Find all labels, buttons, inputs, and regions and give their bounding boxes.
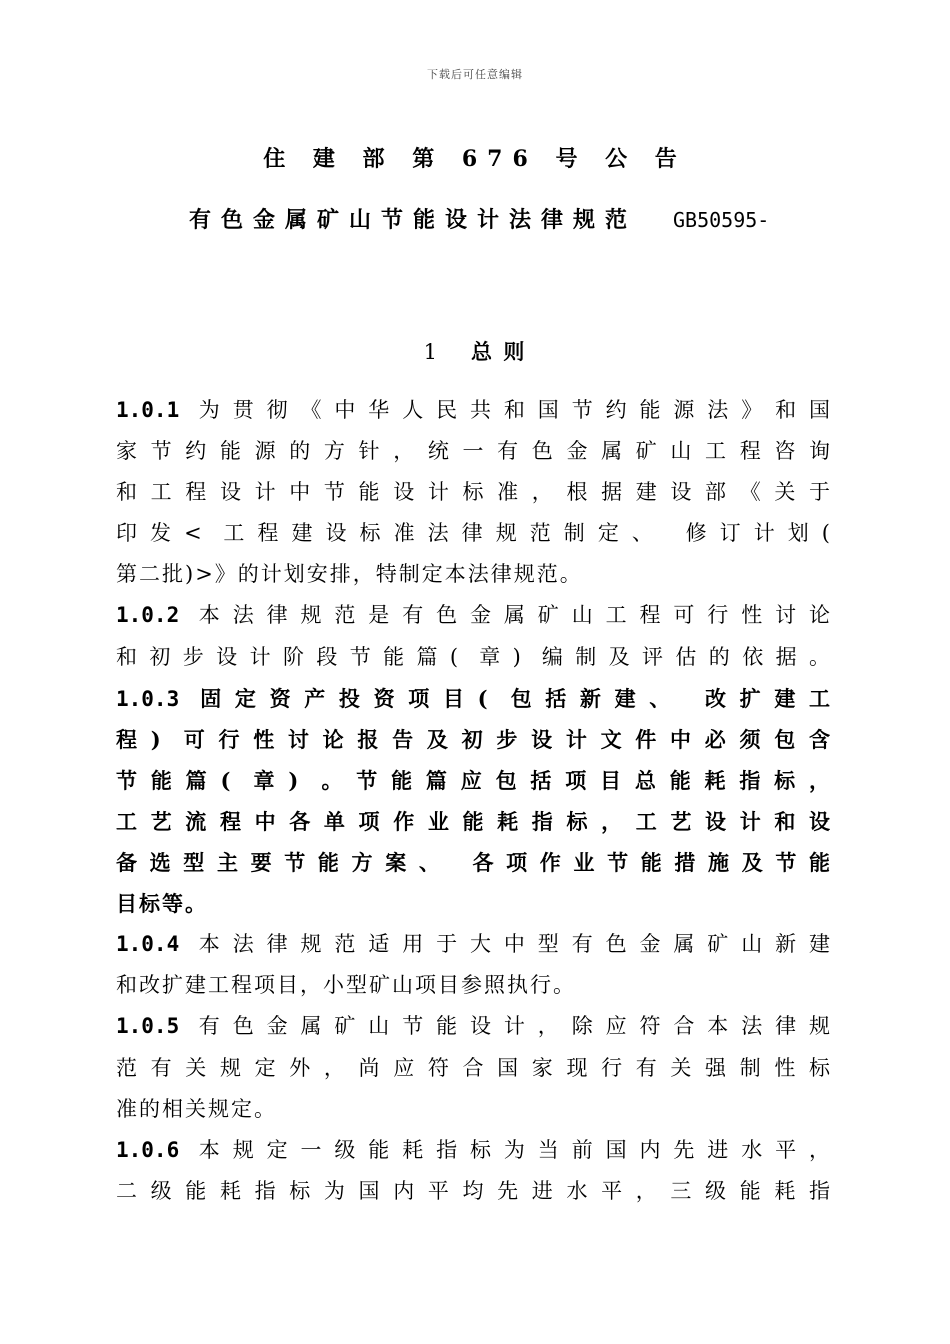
chapter-number: 1 (423, 340, 440, 364)
standard-title (189, 203, 869, 234)
text-line: 目标等。 (116, 891, 208, 917)
text-line: 1.0.2 本法律规范是有色金属矿山工程可行性讨论 (116, 603, 832, 628)
text-line: 和初步设计阶段节能篇( 章) 编制及评估的依据。 (116, 644, 832, 669)
clause-number: 1.0.6 (116, 1137, 180, 1162)
page-header-note: 下载后可任意编辑 (427, 68, 523, 81)
announcement-title: 住 建 部 第 676 号 公 告 (263, 146, 687, 172)
chapter-heading (0, 336, 950, 366)
clause-number: 1.0.1 (116, 398, 180, 422)
text-line: 备选型主要节能方案、 各项作业节能措施及节能 (116, 850, 832, 876)
standard-name: 有色金属矿山节能设计法律规范 (189, 207, 638, 233)
text-line: 和改扩建工程项目，小型矿山项目参照执行。 (116, 973, 576, 998)
text-line: 范有关规定外，尚应符合国家现行有关强制性标 (116, 1055, 832, 1080)
text-line: 1.0.5 有色金属矿山节能设计，除应符合本法律规 (116, 1014, 832, 1039)
clause-number: 1.0.5 (116, 1014, 180, 1039)
text-line: 二级能耗指标为国内平均先进水平，三级能耗指 (116, 1178, 832, 1203)
text-line: 准的相关规定。 (116, 1096, 277, 1121)
text-line: 1.0.1 为贯彻《中华人民共和国节约能源法》和国 (116, 398, 832, 422)
text-line: 1.0.6 本规定一级能耗指标为当前国内先进水平， (116, 1137, 832, 1162)
text-line: 节能篇( 章) 。节能篇应包括项目总能耗指标， (116, 767, 832, 793)
text-line: 1.0.3 固定资产投资项目( 包括新建、 改扩建工 (116, 685, 833, 711)
clause-number: 1.0.4 (116, 932, 180, 957)
text-line: 和工程设计中节能设计标准，根据建设部《关于 (116, 480, 832, 505)
clause-number: 1.0.2 (116, 603, 180, 628)
chapter-title: 总 则 (471, 339, 527, 364)
standard-code: GB50595- (673, 208, 770, 232)
text-line: 第二批)>》的计划安排，特制定本法律规范。 (116, 562, 583, 587)
text-line: 印发< 工程建设标准法律规范制定、 修订计划( (116, 521, 832, 546)
text-line: 家节约能源的方针，统一有色金属矿山工程咨询 (116, 439, 832, 464)
text-line: 程) 可行性讨论报告及初步设计文件中必须包含 (116, 726, 832, 752)
body-text (116, 390, 832, 1212)
text-line: 工艺流程中各单项作业能耗指标，工艺设计和设 (116, 808, 832, 834)
text-line: 1.0.4 本法律规范适用于大中型有色金属矿山新建 (116, 932, 832, 957)
clause-number: 1.0.3 (116, 686, 180, 711)
